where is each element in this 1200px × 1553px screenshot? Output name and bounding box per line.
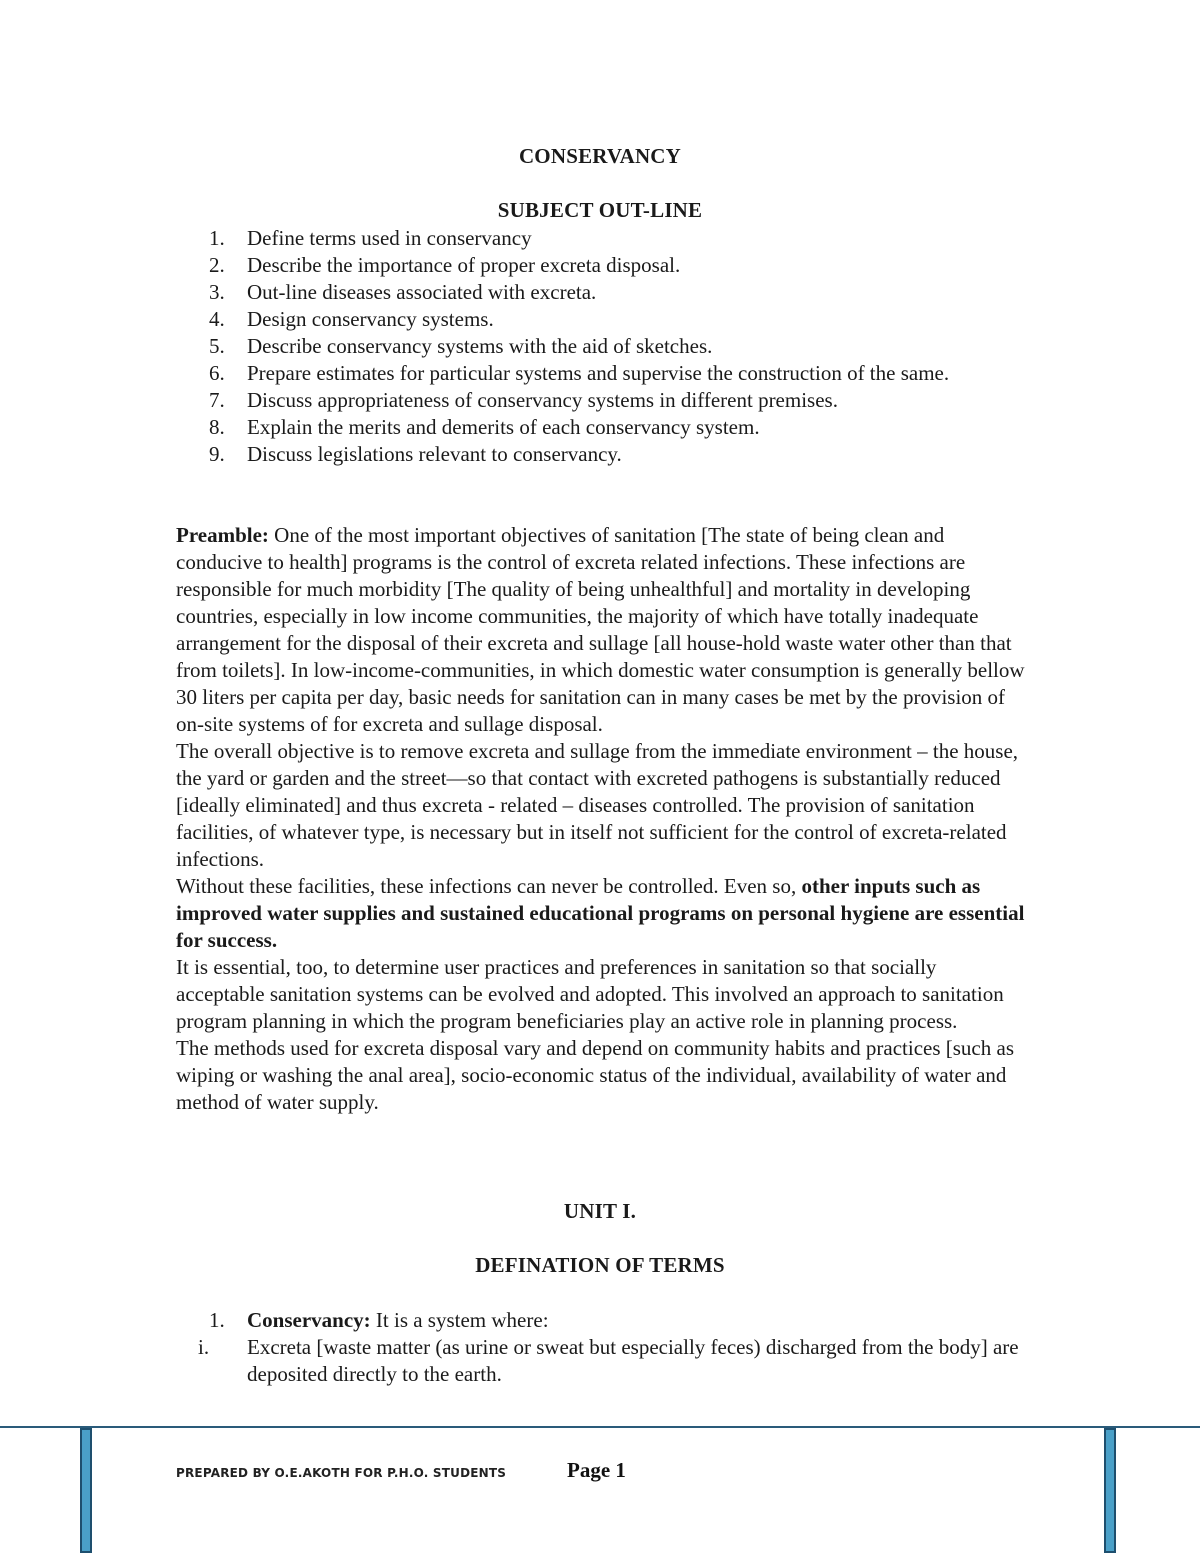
list-item [176,252,996,279]
list-item [176,279,996,306]
list-item-text: Describe the importance of proper excreta disposal. [247,253,681,277]
definitions-list [176,1307,1036,1388]
list-item [176,414,996,441]
list-item-number: 1. [209,226,225,250]
list-item-text: Explain the merits and demerits of each conservancy system. [247,415,760,439]
list-item-number: 6. [209,361,225,385]
list-item-text: Discuss appropriateness of conservancy systems in different premises. [247,388,838,412]
facilities-paragraph [176,873,1026,954]
preamble-section [176,522,1026,1116]
list-item-number: 4. [209,307,225,331]
definition-item [176,1307,1036,1334]
list-item-text: Define terms used in conservancy [247,226,532,250]
list-item [176,225,996,252]
definitions-heading: DEFINATION OF TERMS [475,1253,725,1277]
definition-subitem [176,1334,1036,1388]
list-item-text: Discuss legislations relevant to conservancy. [247,442,622,466]
list-item-text: Design conservancy systems. [247,307,494,331]
list-item [176,360,996,387]
list-item [176,306,996,333]
list-item-number: 5. [209,334,225,358]
outline-heading: SUBJECT OUT-LINE [497,198,703,222]
definition-term: Conservancy: [247,1308,371,1332]
methods-paragraph: The methods used for excreta disposal vary and depend on community habits and practices [such as wiping or washing the anal area], socio-economic status of the individual, availability of water and method of water supply. [176,1036,1015,1114]
footer-divider [0,1426,1200,1428]
subject-outline-list [176,225,996,468]
list-item-number: 8. [209,415,225,439]
list-item-number: 3. [209,280,225,304]
list-item-number: 2. [209,253,225,277]
document-title: CONSERVANCY [518,144,682,168]
list-item [176,333,996,360]
footer-bar-right [1104,1428,1116,1553]
user-practices-paragraph: It is essential, too, to determine user practices and preferences in sanitation so that socially acceptable sanitation systems can be evolved and adopted. This involved an approach to sanitation program planning in which the program beneficiaries play an active role in planning process. [176,955,1004,1033]
facilities-text: Without these facilities, these infections can never be controlled. Even so, [176,874,802,898]
preamble-label: Preamble: [176,523,269,547]
preamble-text: One of the most important objectives of sanitation [The state of being clean and conducive to health] programs is the control of excreta related infections. These infections are responsible for much morbidity [The quality of being unhealthful] and mortality in developing countries, especially in low income communities, the majority of which have totally inadequate arrangement for the disposal of their excreta and sullage [all house-hold waste water other than that from toilets]. In low-income-communities, in which domestic water consumption is generally bellow 30 liters per capita per day, basic needs for sanitation can in many cases be met by the provision of on-site systems of for excreta and sullage disposal. [176,523,1025,736]
definition-number: 1. [209,1308,225,1332]
list-item [176,387,996,414]
preamble-paragraph [176,522,1026,738]
list-item-number: 9. [209,442,225,466]
subitem-number: i. [198,1335,210,1359]
definition-text: It is a system where: [370,1308,549,1332]
footer-bar-left [80,1428,92,1553]
subitem-text: Excreta [waste matter (as urine or sweat but especially feces) discharged from the body] are deposited directly to the earth. [247,1335,1019,1386]
footer-prepared-by: PREPARED BY O.E.AKOTH FOR P.H.O. STUDENTS [176,1466,507,1480]
list-item [176,441,996,468]
list-item-number: 7. [209,388,225,412]
list-item-text: Prepare estimates for particular systems and supervise the construction of the same. [247,361,950,385]
list-item-text: Describe conservancy systems with the aid of sketches. [247,334,713,358]
page-number: Page 1 [567,1458,626,1482]
list-item-text: Out-line diseases associated with excreta. [247,280,597,304]
objective-paragraph: The overall objective is to remove excreta and sullage from the immediate environment – the house, the yard or garden and the street—so that contact with excreted pathogens is substantially reduced [ideally eliminated] and thus excreta - related – diseases controlled. The provision of sanitation facilities, of whatever type, is necessary but in itself not sufficient for the control of excreta-related infections. [176,739,1019,871]
facilities-emphasis: other inputs such as improved water supplies and sustained educational programs on personal hygiene are essential for success. [176,874,1025,952]
unit-heading: UNIT I. [563,1199,637,1223]
